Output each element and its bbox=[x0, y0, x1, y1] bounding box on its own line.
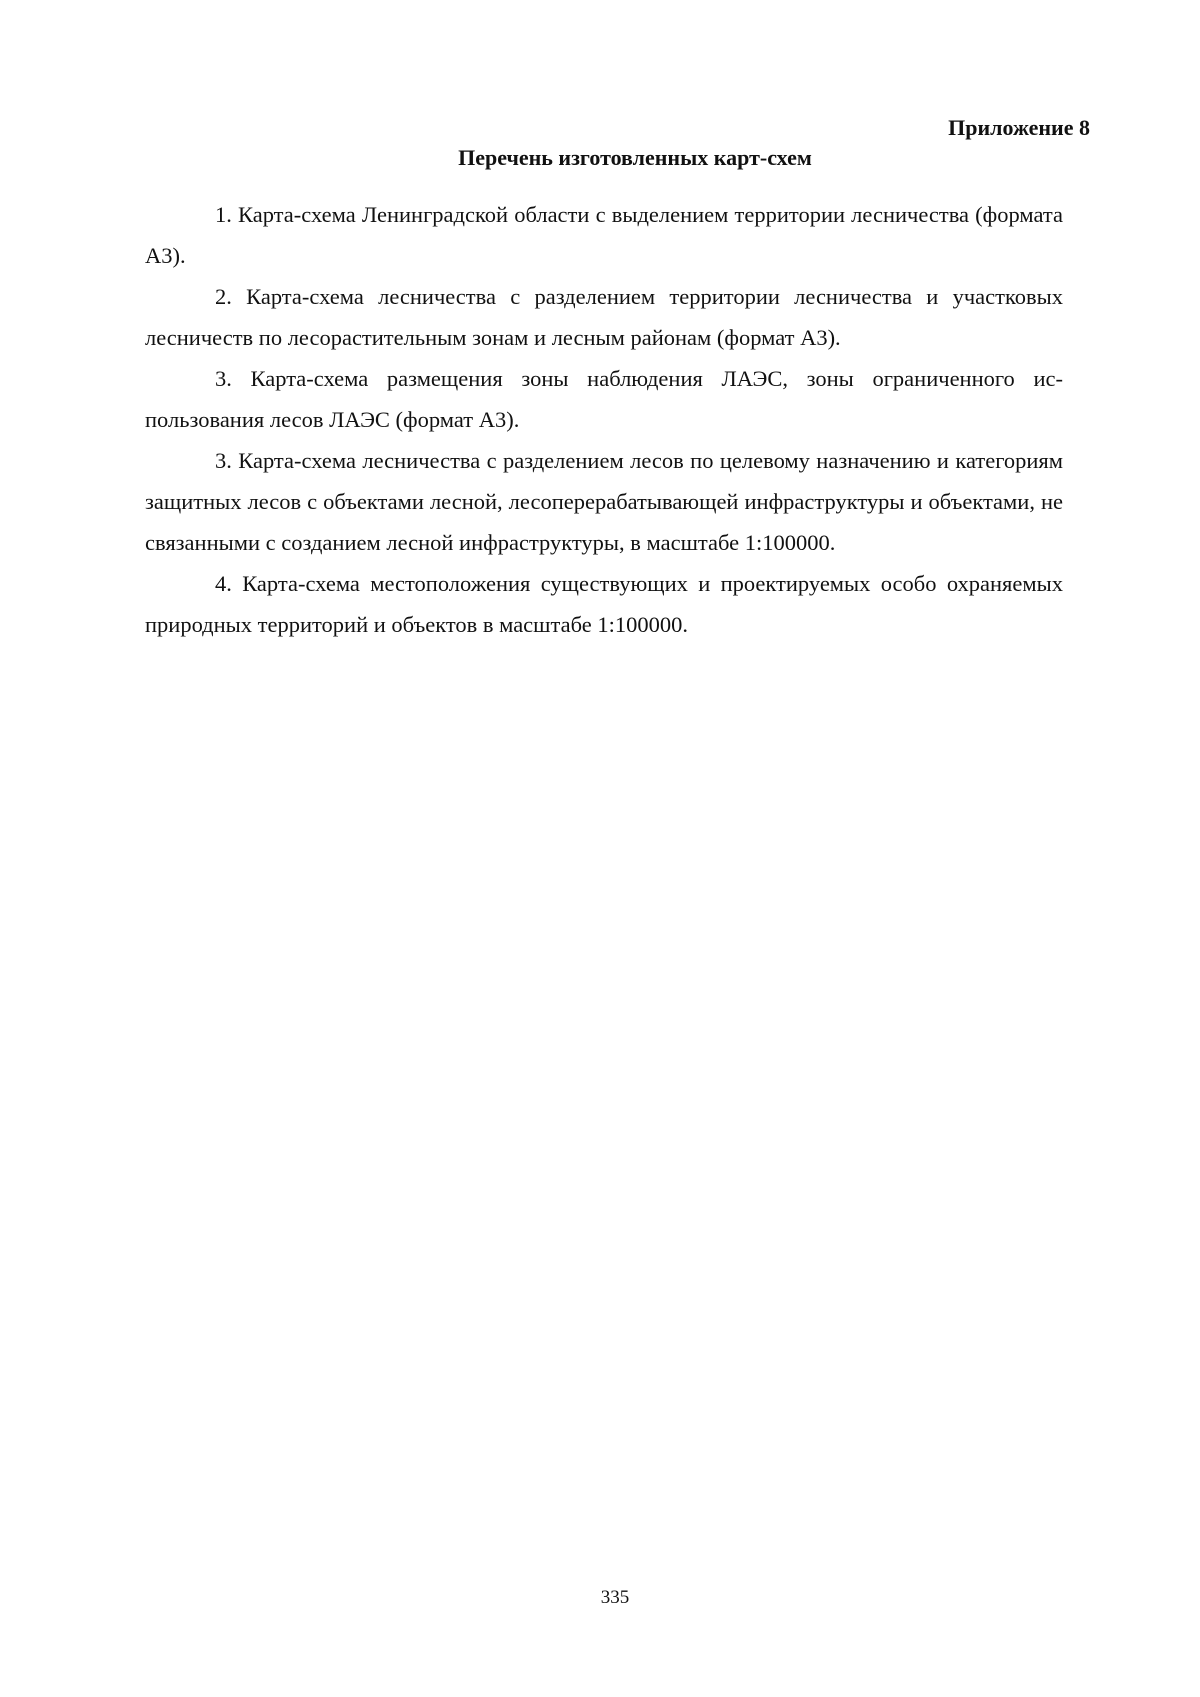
appendix-label: Приложение 8 bbox=[948, 115, 1090, 140]
list-item: 3. Карта-схема лесничества с разделением лесов по целевому назначению и категориям защитных лесов с объектами лесной, лесоперерабатывающей инфраструктуры и объектами, не связанными с созданием лесной инфраструктуры, в масштабе 1:100000. bbox=[145, 448, 1063, 555]
page-title: Перечень изготовленных карт-схем bbox=[458, 145, 812, 170]
page-number: 335 bbox=[600, 1587, 630, 1608]
list-item: 3. Карта-схема размещения зоны наблюдения ЛАЭС, зоны ограниченного использования лесов ЛАЭС (формат А3). bbox=[145, 366, 1063, 432]
list-item: 2. Карта-схема лесничества с разделением территории лесничества и участковых лесничеств по лесорастительным зонам и лесным районам (формат А3). bbox=[145, 284, 1063, 350]
items-list bbox=[145, 194, 1063, 645]
list-item: 1. Карта-схема Ленинградской области с выделением территории лесничества (формата А3). bbox=[145, 202, 1063, 268]
list-item: 4. Карта-схема местоположения существующих и проектируемых особо охраняемых природных территорий и объектов в масштабе 1:100000. bbox=[145, 571, 1063, 637]
